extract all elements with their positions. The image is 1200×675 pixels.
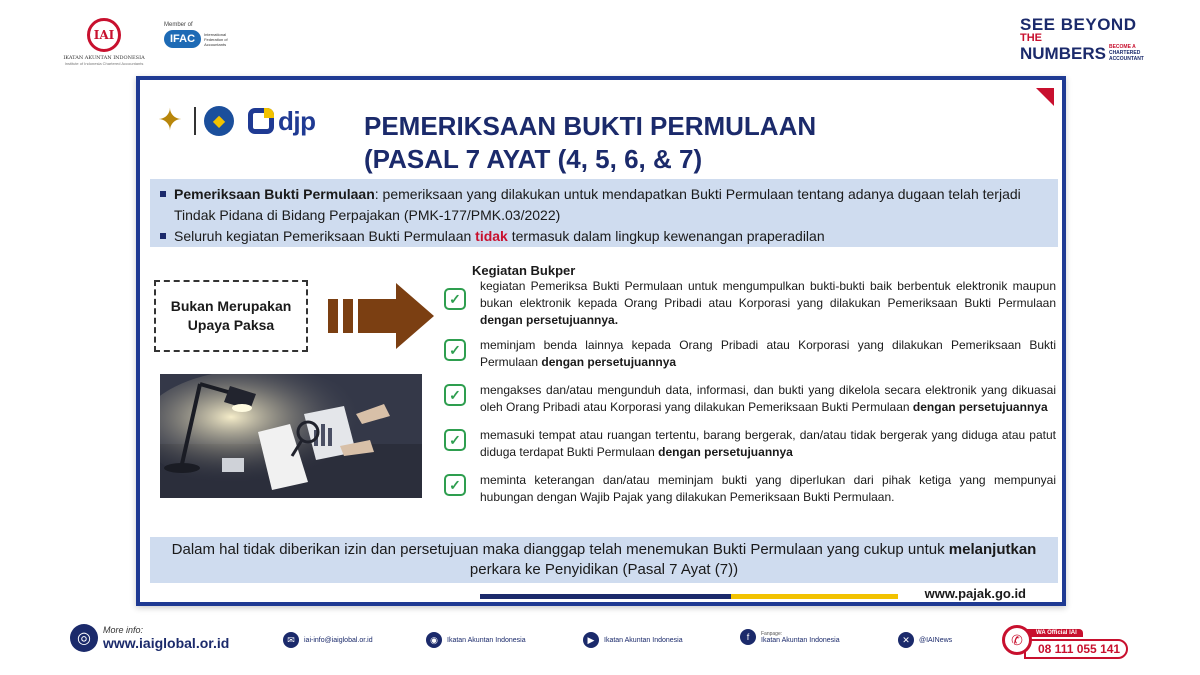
campaign-small2: CHARTERED: [1108, 50, 1141, 56]
iai-subcaption: Institute of Indonesia Chartered Accountants: [64, 61, 144, 66]
ifac-logo: [164, 22, 244, 48]
not-coercive-line1: Bukan Merupakan: [170, 298, 292, 314]
youtube-icon: ▶: [583, 632, 599, 648]
logo-separator: [194, 107, 196, 135]
footer-facebook-link[interactable]: Ikatan Akuntan Indonesia: [761, 636, 840, 644]
whatsapp-contact[interactable]: [1002, 624, 1130, 656]
campaign-line2: THE: [1020, 32, 1042, 44]
activity-emphasis: dengan persetujuannya: [658, 445, 793, 459]
activities-list: [444, 278, 1056, 506]
djp-wordmark: djp: [278, 105, 316, 136]
campaign-small3: ACCOUNTANT: [1108, 56, 1144, 62]
checkbox-check-icon: ✓: [444, 384, 466, 406]
activity-emphasis: dengan persetujuannya.: [480, 313, 619, 327]
activity-text: kegiatan Pemeriksa Bukti Permulaan untuk mengumpulkan bukti-bukti baik berbentuk elektronik maupun bukan elektronik kepada Orang Pribadi atau Korporasi yang dilakukan Pemeriksaan Bukti Permulaan: [480, 279, 1056, 310]
pajak-website[interactable]: www.pajak.go.id: [924, 586, 1026, 601]
kemenkeu-emblem-icon: ◆: [204, 106, 234, 136]
instagram-icon: ◉: [426, 632, 442, 648]
campaign-line1: SEE BEYOND: [1020, 15, 1137, 34]
definition-text: : pemeriksaan yang dilakukan untuk mendapatkan Bukti Permulaan tentang adanya dugaan telah terjadi Tindak Pidana di Bidang Perpajakan (PMK-177/PMK.03/2022): [174, 186, 1021, 223]
footer-site-link[interactable]: www.iaiglobal.or.id: [103, 635, 230, 651]
activity-item: [444, 382, 1056, 416]
globe-icon: ◎: [70, 624, 98, 652]
conclusion-emphasis: melanjutkan: [948, 541, 1037, 558]
wa-number[interactable]: 08 111 055 141: [1024, 639, 1128, 659]
checkbox-check-icon: ✓: [444, 339, 466, 361]
email-icon: ✉: [283, 632, 299, 648]
right-arrow-icon: [328, 283, 436, 349]
agency-logos: [154, 104, 316, 138]
footer: [0, 620, 1200, 660]
djp-mark-icon: [248, 108, 274, 134]
footer-instagram-link[interactable]: Ikatan Akuntan Indonesia: [447, 636, 526, 644]
note-after: termasuk dalam lingkup kewenangan praperadilan: [507, 228, 825, 244]
note-emphasis: tidak: [475, 228, 508, 244]
praperadilan-bullet: [160, 226, 1048, 247]
activity-text: meminta keterangan dan/atau meminjam bukti yang diperlukan dari pihak ketiga yang mempunyai hubungan dengan Wajib Pajak yang dilakukan Pemeriksaan Bukti Permulaan.: [480, 473, 1056, 504]
activity-text: meminjam benda lainnya kepada Orang Pribadi atau Korporasi yang dilakukan Pemeriksaan Bukti Permulaan: [480, 338, 1056, 369]
whatsapp-icon: ✆: [1002, 625, 1032, 655]
facebook-icon: f: [740, 629, 756, 645]
campaign-small1: BECOME A: [1108, 44, 1136, 50]
footer-website[interactable]: [70, 624, 229, 652]
slide-frame: [136, 76, 1066, 606]
campaign-logo: [1020, 16, 1148, 62]
definition-bullet: [160, 184, 1048, 226]
fanpage-caption: Fanpage:: [761, 630, 783, 637]
checkbox-check-icon: ✓: [444, 429, 466, 451]
footer-facebook[interactable]: [740, 629, 840, 645]
activities-heading: Kegiatan Bukper: [472, 263, 576, 278]
footer-email[interactable]: [283, 632, 373, 648]
ifac-member-label: Member of: [164, 22, 193, 28]
footer-twitter[interactable]: [898, 632, 952, 648]
activity-text: mengakses dan/atau mengunduh data, informasi, dan bukti yang dikelola secara elektronik yang dikuasai oleh Orang Pribadi atau Korporasi yang dilakukan Pemeriksaan Bukti Permulaan: [480, 383, 1056, 414]
activity-item: [444, 337, 1056, 371]
definition-term: Pemeriksaan Bukti Permulaan: [174, 186, 375, 202]
footer-youtube[interactable]: [583, 632, 683, 648]
footer-youtube-link[interactable]: Ikatan Akuntan Indonesia: [604, 636, 683, 644]
bullet-icon: [160, 233, 166, 239]
footer-email-link[interactable]: iai-info@iaiglobal.or.id: [304, 636, 373, 644]
iai-caption: IKATAN AKUNTAN INDONESIA: [63, 55, 145, 61]
not-coercive-box: [154, 280, 308, 352]
slide-title-line1: PEMERIKSAAN BUKTI PERMULAAN: [364, 111, 817, 141]
slide-title-line2: (PASAL 7 AYAT (4, 5, 6, & 7): [364, 144, 703, 174]
activity-item: [444, 427, 1056, 461]
desk-lamp-illustration: [160, 374, 422, 498]
activity-emphasis: dengan persetujuannya: [912, 400, 1048, 414]
campaign-line3: NUMBERS: [1020, 44, 1106, 63]
activity-text: memasuki tempat atau ruangan tertentu, barang bergerak, dan/atau tidak bergerak yang diduga atau patut diduga terdapat Bukti Permulaan: [480, 428, 1056, 459]
conclusion-box: [150, 537, 1058, 583]
not-coercive-line2: Upaya Paksa: [187, 317, 275, 333]
more-info-label: More info:: [103, 625, 144, 635]
activity-item: [444, 472, 1056, 506]
definition-box: [150, 179, 1058, 247]
activity-item: [444, 278, 1056, 329]
ifac-badge: IFAC: [164, 30, 201, 48]
footer-twitter-link[interactable]: @IAINews: [919, 636, 953, 644]
slide-title: [364, 110, 816, 176]
conclusion-before: Dalam hal tidak diberikan izin dan persetujuan maka dianggap telah menemukan Bukti Permulaan yang cukup untuk: [171, 541, 949, 558]
checkbox-check-icon: ✓: [444, 474, 466, 496]
ifac-fullname: International Federation of Accountants: [204, 31, 228, 47]
wa-official-tag: WA Official IAI: [1024, 629, 1083, 637]
color-strip: [480, 594, 898, 599]
bullet-icon: [160, 191, 166, 197]
iai-emblem: IAI: [87, 18, 121, 52]
x-icon: ✕: [898, 632, 914, 648]
note-before: Seluruh kegiatan Pemeriksaan Bukti Permulaan: [174, 228, 476, 244]
corner-mark: [1036, 88, 1054, 106]
footer-instagram[interactable]: [426, 632, 526, 648]
garuda-emblem-icon: ✦: [157, 104, 183, 137]
activity-emphasis: dengan persetujuannya: [541, 355, 677, 369]
iai-logo: [62, 18, 146, 66]
djp-logo: [248, 106, 316, 137]
checkbox-check-icon: ✓: [444, 288, 466, 310]
conclusion-after: perkara ke Penyidikan (Pasal 7 Ayat (7)): [469, 561, 739, 578]
